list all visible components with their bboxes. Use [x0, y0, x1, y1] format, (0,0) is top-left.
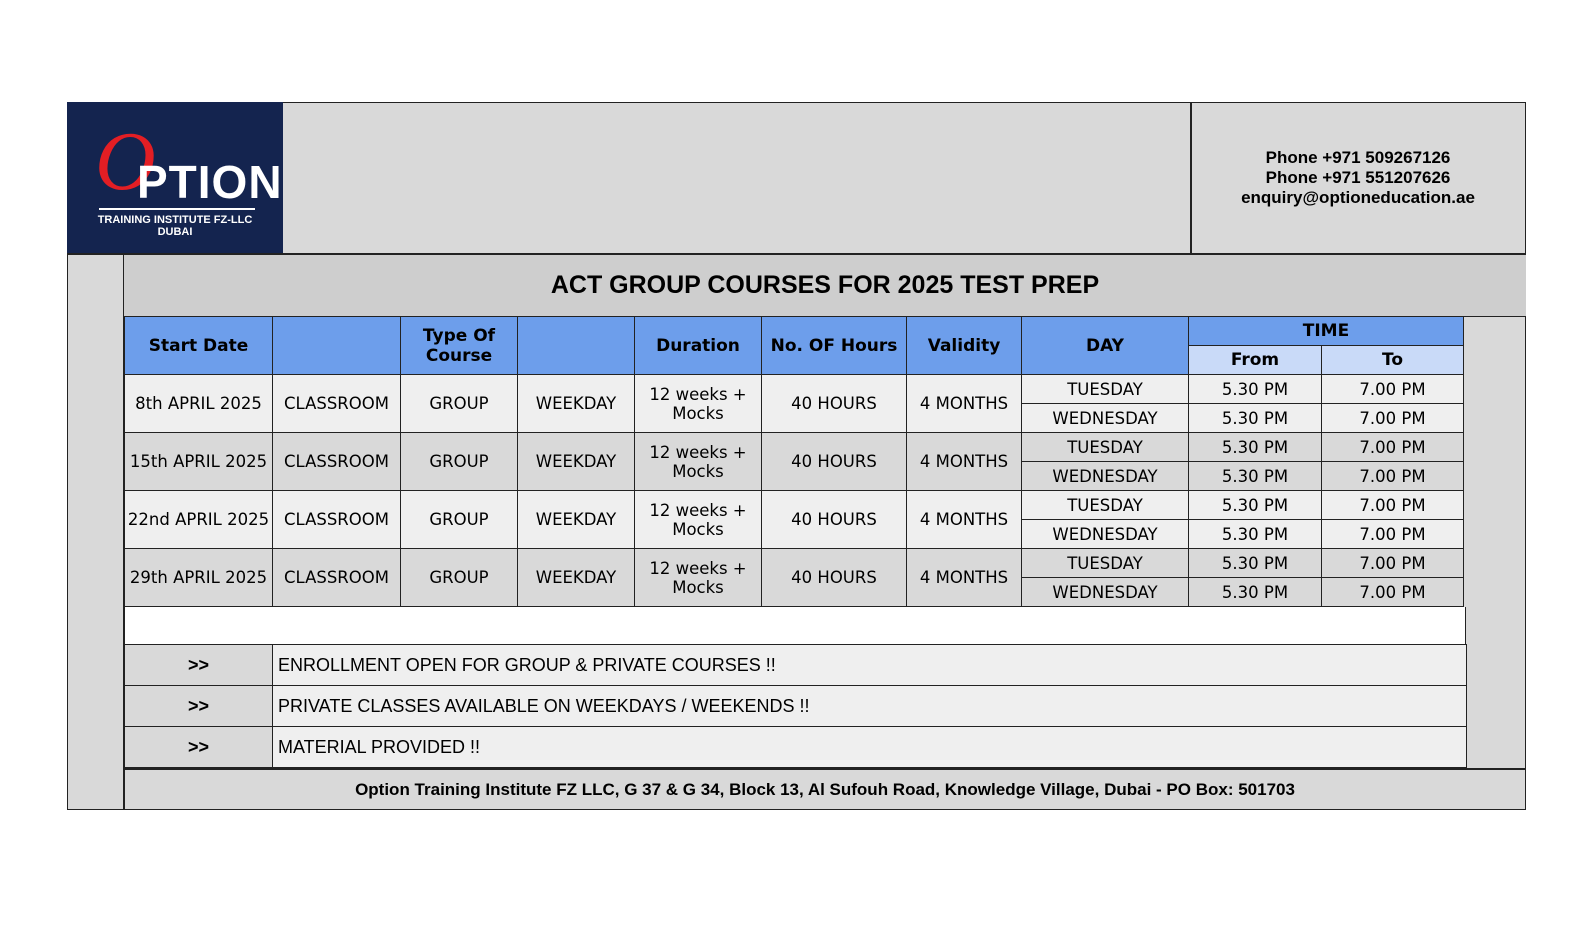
hours-cell: 40 HOURS [762, 433, 907, 491]
validity-cell: 4 MONTHS [907, 375, 1022, 433]
validity-cell: 4 MONTHS [907, 549, 1022, 607]
day-cell: TUESDAY [1022, 491, 1189, 520]
table-row [125, 375, 1464, 404]
time-from-cell: 5.30 PM [1189, 520, 1322, 549]
header-from: From [1189, 346, 1322, 375]
time-from-cell: 5.30 PM [1189, 462, 1322, 491]
logo-subtitle: TRAINING INSTITUTE FZ-LLC [97, 214, 253, 226]
notes-table [124, 644, 1467, 768]
start-date-cell: 29th APRIL 2025 [125, 549, 273, 607]
header-start-date: Start Date [125, 317, 273, 375]
note-row [125, 727, 1467, 768]
time-to-cell: 7.00 PM [1322, 462, 1464, 491]
hours-cell: 40 HOURS [762, 549, 907, 607]
day-cell: TUESDAY [1022, 549, 1189, 578]
days-type-cell: WEEKDAY [518, 433, 635, 491]
start-date-cell: 15th APRIL 2025 [125, 433, 273, 491]
email-address: enquiry@optioneducation.ae [1241, 188, 1475, 207]
note-row [125, 645, 1467, 686]
header-day: DAY [1022, 317, 1189, 375]
day-cell: TUESDAY [1022, 375, 1189, 404]
days-type-cell: WEEKDAY [518, 491, 635, 549]
option-logo [67, 102, 283, 253]
footer-address: Option Training Institute FZ LLC, G 37 & G 34, Block 13, Al Sufouh Road, Knowledge Village, Dubai - PO Box: 501703 [355, 779, 1295, 799]
header-course-type: Type Of Course [401, 317, 518, 375]
validity-cell: 4 MONTHS [907, 491, 1022, 549]
phone-1: Phone +971 509267126 [1265, 148, 1451, 167]
note-marker: >> [125, 727, 273, 768]
mode-cell: CLASSROOM [273, 491, 401, 549]
contact-block [1190, 148, 1526, 208]
logo-divider [99, 208, 255, 210]
day-cell: WEDNESDAY [1022, 404, 1189, 433]
header-blank-2 [518, 317, 635, 375]
header-duration: Duration [635, 317, 762, 375]
mode-cell: CLASSROOM [273, 433, 401, 491]
course-type-cell: GROUP [401, 491, 518, 549]
note-row [125, 686, 1467, 727]
time-to-cell: 7.00 PM [1322, 578, 1464, 607]
logo-city: DUBAI [157, 226, 193, 238]
time-to-cell: 7.00 PM [1322, 404, 1464, 433]
duration-cell: 12 weeks + Mocks [635, 491, 762, 549]
start-date-cell: 22nd APRIL 2025 [125, 491, 273, 549]
header-hours: No. OF Hours [762, 317, 907, 375]
validity-cell: 4 MONTHS [907, 433, 1022, 491]
logo-initial: O [95, 115, 156, 208]
note-text: PRIVATE CLASSES AVAILABLE ON WEEKDAYS / WEEKENDS !! [273, 686, 1467, 727]
note-text: ENROLLMENT OPEN FOR GROUP & PRIVATE COURSES !! [273, 645, 1467, 686]
note-text: MATERIAL PROVIDED !! [273, 727, 1467, 768]
header-to: To [1322, 346, 1464, 375]
time-to-cell: 7.00 PM [1322, 433, 1464, 462]
days-type-cell: WEEKDAY [518, 549, 635, 607]
table-row [125, 491, 1464, 520]
table-row [125, 433, 1464, 462]
day-cell: WEDNESDAY [1022, 462, 1189, 491]
table-row [125, 549, 1464, 578]
hours-cell: 40 HOURS [762, 375, 907, 433]
time-from-cell: 5.30 PM [1189, 433, 1322, 462]
days-type-cell: WEEKDAY [518, 375, 635, 433]
day-cell: WEDNESDAY [1022, 578, 1189, 607]
page-title: ACT GROUP COURSES FOR 2025 TEST PREP [124, 255, 1526, 317]
time-from-cell: 5.30 PM [1189, 549, 1322, 578]
hours-cell: 40 HOURS [762, 491, 907, 549]
phone-2: Phone +971 551207626 [1265, 168, 1451, 187]
duration-cell: 12 weeks + Mocks [635, 433, 762, 491]
duration-cell: 12 weeks + Mocks [635, 549, 762, 607]
time-from-cell: 5.30 PM [1189, 404, 1322, 433]
header-blank-1 [273, 317, 401, 375]
logo-wordmark: PTION [137, 156, 283, 208]
time-to-cell: 7.00 PM [1322, 549, 1464, 578]
course-type-cell: GROUP [401, 433, 518, 491]
time-from-cell: 5.30 PM [1189, 375, 1322, 404]
header-time: TIME [1189, 317, 1464, 346]
time-to-cell: 7.00 PM [1322, 520, 1464, 549]
time-from-cell: 5.30 PM [1189, 578, 1322, 607]
duration-cell: 12 weeks + Mocks [635, 375, 762, 433]
day-cell: TUESDAY [1022, 433, 1189, 462]
header-validity: Validity [907, 317, 1022, 375]
day-cell: WEDNESDAY [1022, 520, 1189, 549]
note-marker: >> [125, 645, 273, 686]
start-date-cell: 8th APRIL 2025 [125, 375, 273, 433]
schedule-table [124, 316, 1464, 607]
course-type-cell: GROUP [401, 375, 518, 433]
mode-cell: CLASSROOM [273, 549, 401, 607]
spacer-row [124, 607, 1466, 645]
mode-cell: CLASSROOM [273, 375, 401, 433]
time-to-cell: 7.00 PM [1322, 491, 1464, 520]
time-to-cell: 7.00 PM [1322, 375, 1464, 404]
time-from-cell: 5.30 PM [1189, 491, 1322, 520]
course-type-cell: GROUP [401, 549, 518, 607]
note-marker: >> [125, 686, 273, 727]
